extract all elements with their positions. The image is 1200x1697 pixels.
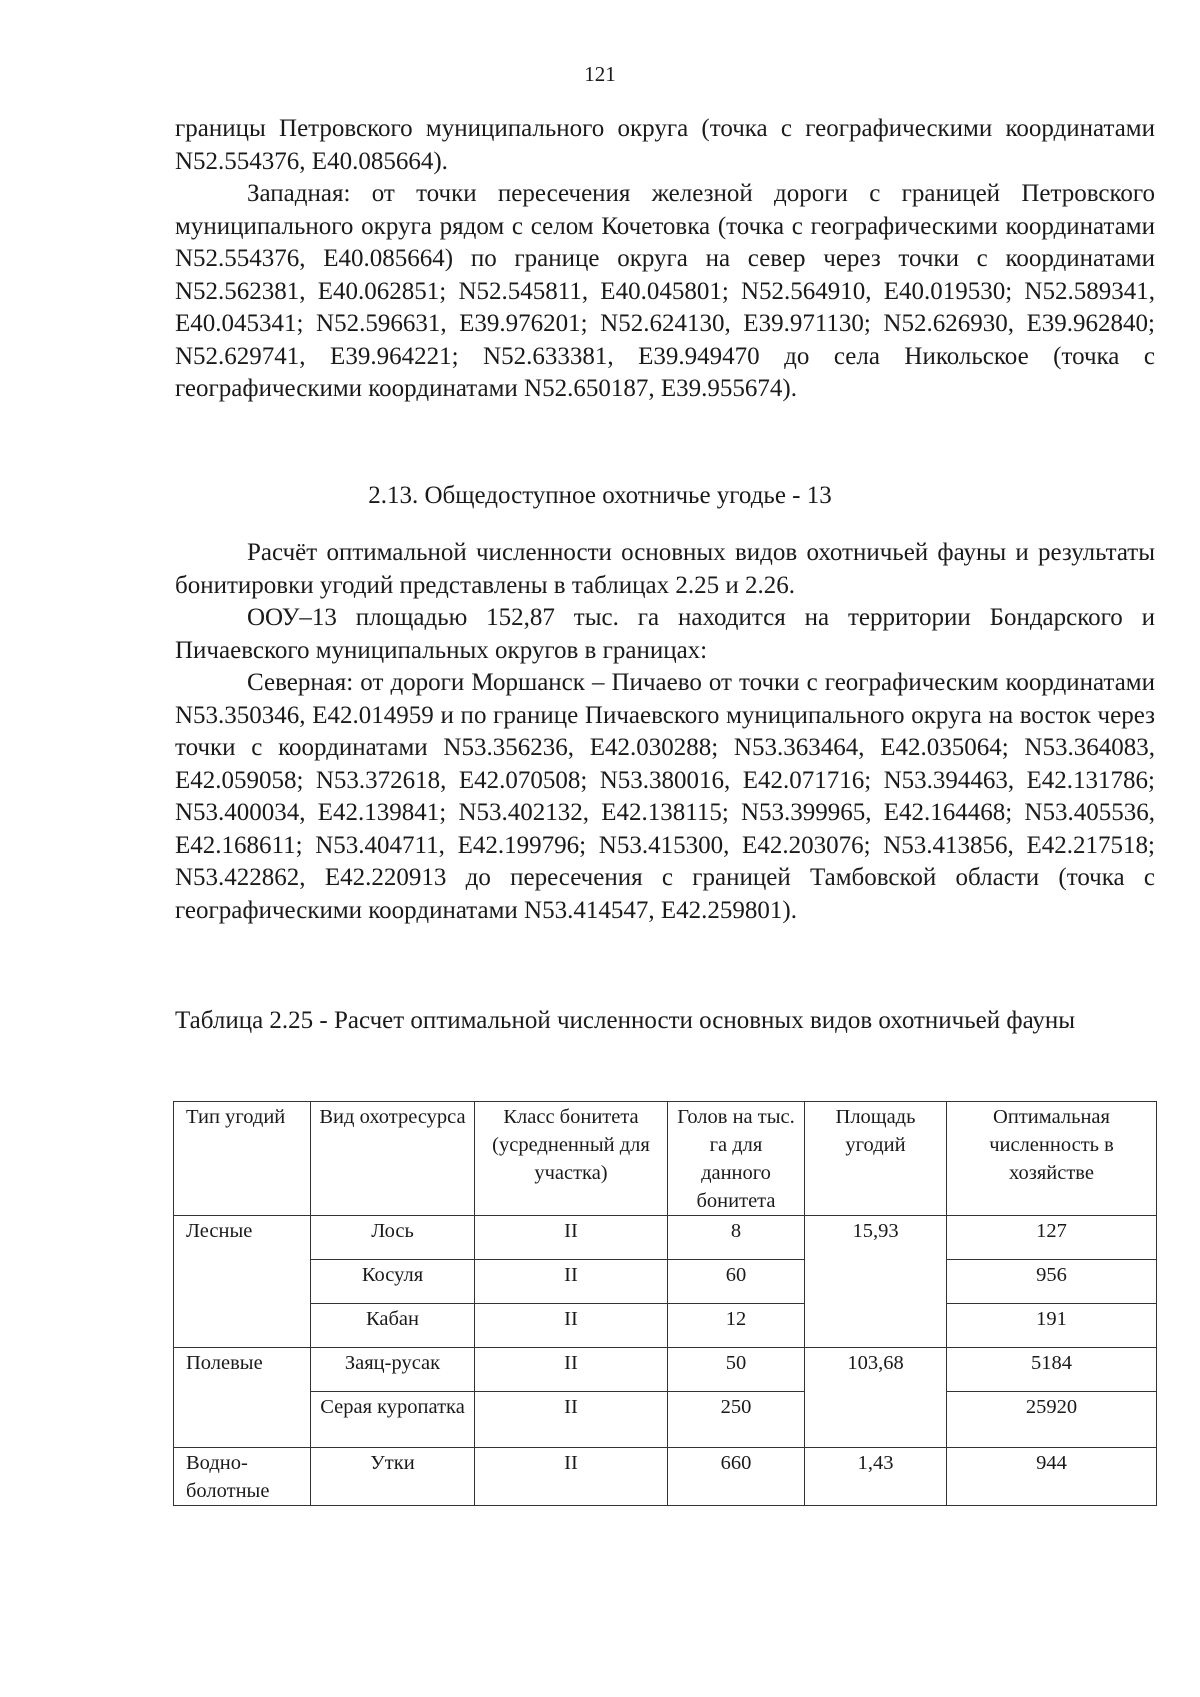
cell-optimal: 944 <box>947 1448 1157 1506</box>
cell-heads: 12 <box>668 1304 805 1348</box>
section-heading: 2.13. Общедоступное охотничье угодье - 13 <box>368 482 832 509</box>
cell-heads: 50 <box>668 1348 805 1392</box>
cell-species: Кабан <box>311 1304 475 1348</box>
cell-class: II <box>475 1348 668 1392</box>
fauna-table <box>173 1101 1157 1506</box>
table-row <box>174 1392 1157 1448</box>
cell-heads: 660 <box>668 1448 805 1506</box>
cell-optimal: 5184 <box>947 1348 1157 1392</box>
header-type: Тип угодий <box>174 1102 311 1216</box>
paragraph-petrovsky-end: границы Петровского муниципального округа (точка с географическими координатами N52.554376, E40.085664). <box>175 115 1155 175</box>
cell-heads: 8 <box>668 1216 805 1260</box>
table-row <box>174 1348 1157 1392</box>
header-species: Вид охотресурса <box>311 1102 475 1216</box>
cell-species: Лось <box>311 1216 475 1260</box>
header-class: Класс бонитета (усредненный для участка) <box>475 1102 668 1216</box>
cell-heads: 60 <box>668 1260 805 1304</box>
cell-class: II <box>475 1304 668 1348</box>
cell-optimal: 25920 <box>947 1392 1157 1448</box>
cell-species: Заяц-русак <box>311 1348 475 1392</box>
cell-optimal: 956 <box>947 1260 1157 1304</box>
cell-type: Лесные <box>174 1216 311 1348</box>
table-row <box>174 1260 1157 1304</box>
cell-class: II <box>475 1392 668 1448</box>
cell-optimal: 127 <box>947 1216 1157 1260</box>
cell-species: Утки <box>311 1448 475 1506</box>
header-area: Площадь угодий <box>805 1102 947 1216</box>
paragraph-area-description: ООУ–13 площадью 152,87 тыс. га находится на территории Бондарского и Пичаевского муниципальных округов в границах: <box>175 604 1155 664</box>
table-row <box>174 1304 1157 1348</box>
cell-type: Водно-болотные <box>174 1448 311 1506</box>
cell-class: II <box>475 1216 668 1260</box>
header-heads: Голов на тыс. га для данного бонитета <box>668 1102 805 1216</box>
cell-heads: 250 <box>668 1392 805 1448</box>
paragraph-western-boundary: Западная: от точки пересечения железной дороги с границей Петровского муниципального округа рядом с селом Кочетовка (точка с географическими координатами N52.554376, E40.085664) по границе округа на север через точки с координатами N52.562381, E40.062851; N52.545811, E40.045801; N52.564910, E40.019530; N52.589341, E40.045341; N52.596631, E39.976201; N52.624130, E39.971130; N52.626930, E39.962840; N52.629741, E39.964221; N52.633381, E39.949470 до села Никольское (точка с географическими координатами N52.650187, E39.955674). <box>175 180 1155 402</box>
table-row <box>174 1216 1157 1260</box>
cell-area: 103,68 <box>805 1348 947 1448</box>
table-caption: Таблица 2.25 - Расчет оптимальной численности основных видов охотничьей фауны <box>175 1007 1076 1034</box>
cell-area: 15,93 <box>805 1216 947 1348</box>
cell-species: Косуля <box>311 1260 475 1304</box>
cell-optimal: 191 <box>947 1304 1157 1348</box>
cell-class: II <box>475 1260 668 1304</box>
paragraph-northern-boundary: Северная: от дороги Моршанск – Пичаево от точки с географическим координатами N53.350346, E42.014959 и по границе Пичаевского муниципального округа на восток через точки с координатами N53.356236, E42.030288; N53.363464, E42.035064; N53.364083, E42.059058; N53.372618, E42.070508; N53.380016, E42.071716; N53.394463, E42.131786; N53.400034, E42.139841; N53.402132, E42.138115; N53.399965, E42.164468; N53.405536, E42.168611; N53.404711, E42.199796; N53.415300, E42.203076; N53.413856, E42.217518; N53.422862, E42.220913 до пересечения с границей Тамбовской области (точка с географическими координатами N53.414547, E42.259801). <box>175 669 1155 924</box>
cell-species: Серая куропатка <box>311 1392 475 1448</box>
cell-type: Полевые <box>174 1348 311 1448</box>
paragraph-calculation-intro: Расчёт оптимальной численности основных видов охотничьей фауны и результаты бонитировки угодий представлены в таблицах 2.25 и 2.26. <box>175 539 1155 599</box>
page-number: 121 <box>584 62 616 86</box>
header-optimal: Оптимальная численность в хозяйстве <box>947 1102 1157 1216</box>
table-header-row <box>174 1102 1157 1216</box>
table-row <box>174 1448 1157 1506</box>
cell-class: II <box>475 1448 668 1506</box>
cell-area: 1,43 <box>805 1448 947 1506</box>
